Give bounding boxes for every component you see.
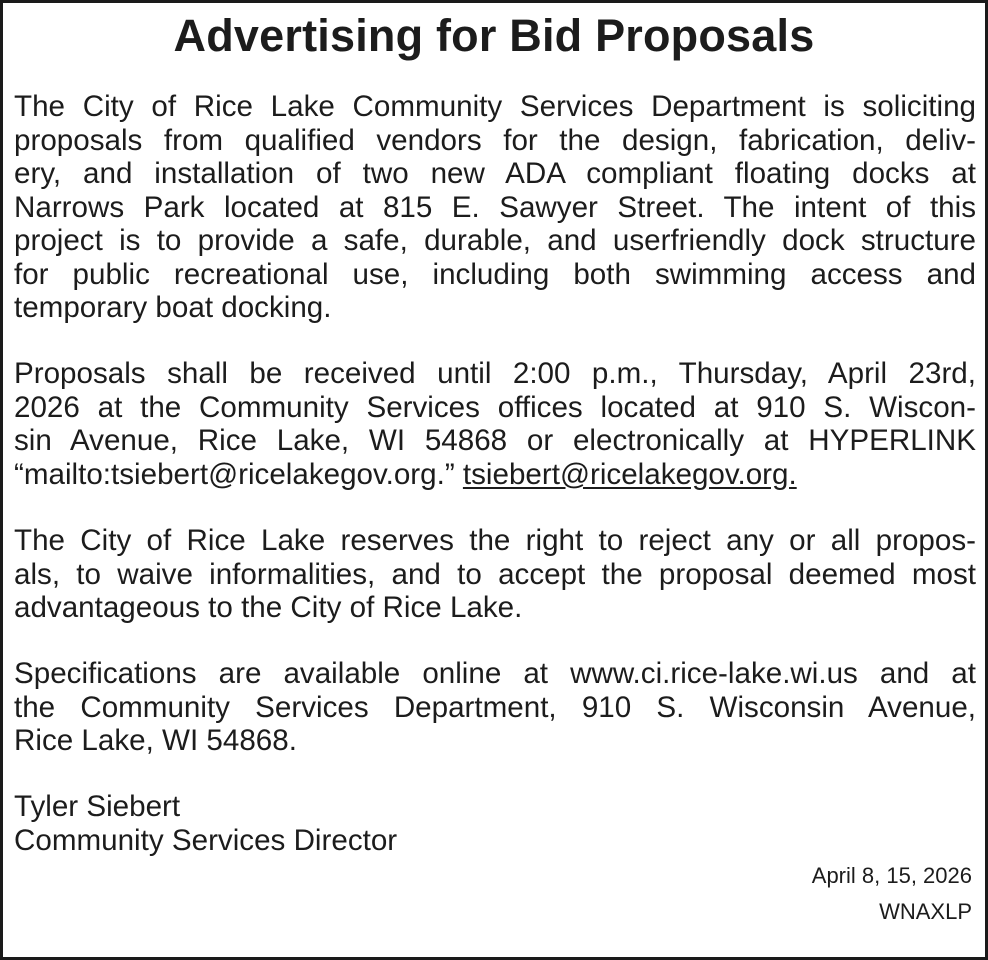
paragraph-4-line: Specifications are available online at www.ci.rice-lake.wi.us and at xyxy=(14,657,976,690)
publication-code: WNAXLP xyxy=(879,899,972,924)
paragraph-1-line: temporary boat docking. xyxy=(14,291,332,324)
paragraph-1-line: Narrows Park located at 815 E. Sawyer Street. The intent of this xyxy=(14,190,976,224)
email-link[interactable]: tsiebert@ricelakegov.org. xyxy=(462,457,797,491)
publication-dates: April 8, 15, 2026 xyxy=(811,863,972,888)
paragraph-4-line: Rice Lake, WI 54868. xyxy=(14,724,297,757)
hyperlink-field-text: “mailto:tsiebert@ricelakegov.org.” xyxy=(14,457,463,491)
paragraph-3-line: als, to waive informalities, and to accept the proposal deemed most xyxy=(14,557,976,591)
paragraph-2-line xyxy=(14,458,976,492)
paragraph-2-line: sin Avenue, Rice Lake, WI 54868 or electronically at HYPERLINK xyxy=(14,424,976,457)
paragraph-2-line: 2026 at the Community Services offices located at 910 S. Wiscon- xyxy=(14,390,976,424)
signatory-name: Tyler Siebert xyxy=(14,790,181,823)
signatory-title: Community Services Director xyxy=(14,823,398,857)
notice-title: Advertising for Bid Proposals xyxy=(173,10,815,61)
paragraph-1-line: project is to provide a safe, durable, and userfriendly dock structure xyxy=(14,224,976,257)
paragraph-1-line: proposals from qualified vendors for the design, fabrication, deliv- xyxy=(14,123,976,157)
paragraph-1-line: ery, and installation of two new ADA compliant floating docks at xyxy=(14,157,976,190)
paragraph-1-line: The City of Rice Lake Community Services Department is soliciting xyxy=(14,90,976,123)
paragraph-3-line: advantageous to the City of Rice Lake. xyxy=(14,591,523,624)
paragraph-1-line: for public recreational use, including both swimming access and xyxy=(14,257,976,291)
paragraph-2-line: Proposals shall be received until 2:00 p.m., Thursday, April 23rd, xyxy=(14,357,976,390)
paragraph-4-line: the Community Services Department, 910 S. Wisconsin Avenue, xyxy=(14,690,976,724)
paragraph-3-line: The City of Rice Lake reserves the right to reject any or all propos- xyxy=(14,524,976,557)
